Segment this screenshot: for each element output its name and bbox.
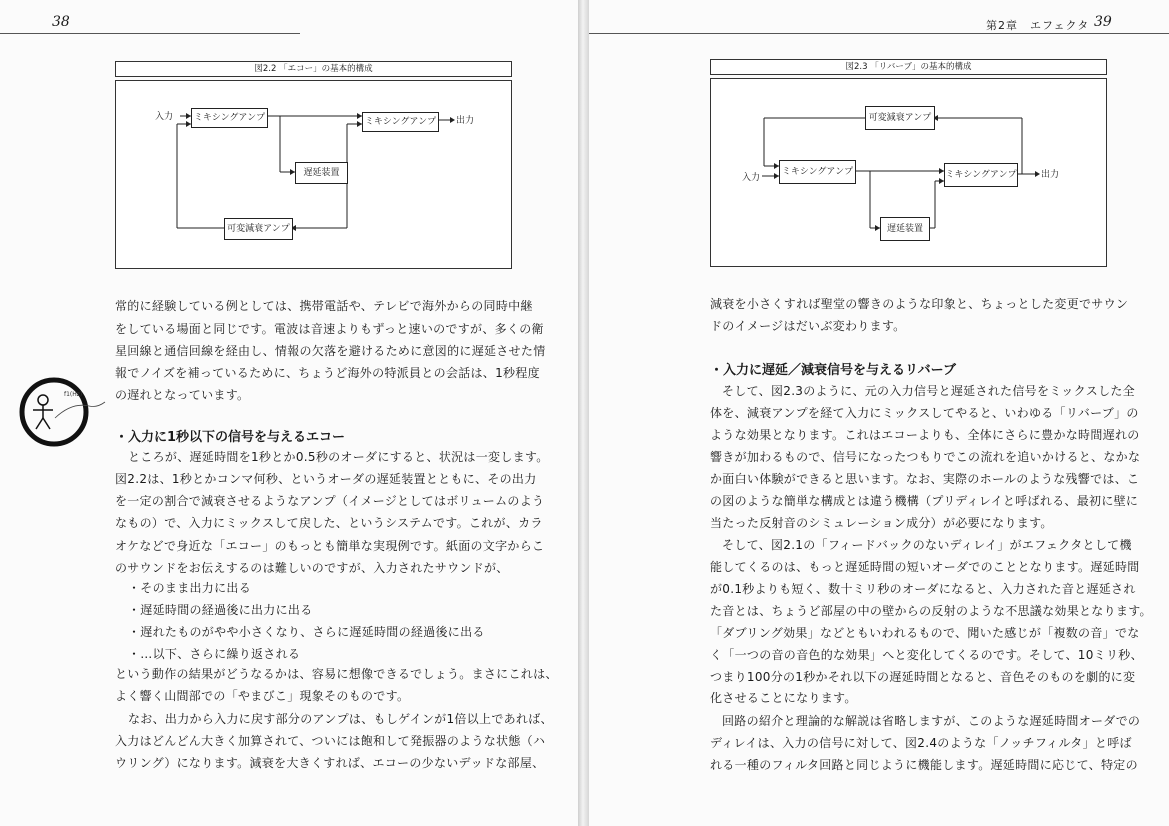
bullet-item: ・…以下、さらに繰り返される <box>128 647 301 661</box>
logo-text: f1(Hz) <box>64 391 83 398</box>
figure-echo <box>115 61 512 268</box>
right-page <box>589 0 1169 826</box>
body-line: オケなどで身近な「エコー」のもっとも簡単な実現例です。紙面の文字からこ <box>115 539 545 553</box>
body-line: 能してくるのは、もっと遅延時間の短いオーダでのこととなります。遅延時間 <box>710 560 1140 574</box>
page-number: 39 <box>1094 14 1112 30</box>
input-label: 入力 <box>742 173 761 183</box>
attenuator-amp-block: 可変減衰アンプ <box>865 106 935 130</box>
mixing-amp-block: ミキシングアンプ <box>191 108 268 128</box>
body-line: 星回線と通信回線を経由し、情報の欠落を避けるために意図的に遅延させた情 <box>115 344 546 358</box>
body-line: なもの）で、入力にミックスして戻した、というシステムです。これが、カラ <box>115 516 543 530</box>
body-line: の図のような簡単な構成とは違う機構（プリディレイと呼ばれる、最初に壁に <box>710 494 1139 508</box>
delay-block: 遅延装置 <box>295 162 348 184</box>
bullet-item: ・そのまま出力に出る <box>128 581 252 595</box>
body-line: 回路の紹介と理論的な解説は省略しますが、このような遅延時間オーダでの <box>722 714 1141 728</box>
figure-reverb <box>710 59 1107 266</box>
body-line: ディレイは、入力の信号に対して、図2.4のような「ノッチフィルタ」と呼ば <box>710 736 1132 750</box>
body-line: 化させることになります。 <box>710 691 857 705</box>
mixing-amp-block: ミキシングアンプ <box>944 163 1018 187</box>
body-line: よく響く山間部での「やまびこ」現象そのものです。 <box>115 689 410 703</box>
body-line: つまり100分の1秒かそれ以下の遅延時間となると、音色そのものを劇的に変 <box>710 670 1136 684</box>
body-line: ドのイメージはだいぶ変わります。 <box>710 319 906 333</box>
body-line: が0.1秒よりも短く、数十ミリ秒のオーダになると、入力された音と遅延され <box>710 582 1136 596</box>
left-page <box>0 0 578 826</box>
body-line: 体を、減衰アンプを経て入力にミックスしてやると、いわゆる「リバーブ」の <box>710 406 1139 420</box>
figure-caption: 図2.2 「エコー」の基本的構成 <box>115 61 512 77</box>
header-rule <box>0 33 300 34</box>
body-line: た音とは、ちょうど部屋の中の壁からの反射のような不思議な効果となります。 <box>710 604 1152 618</box>
output-label: 出力 <box>1041 170 1060 180</box>
delay-block: 遅延装置 <box>880 217 930 241</box>
header-rule <box>589 33 1169 34</box>
body-line: 「ダブリング効果」などともいわれるもので、聞いた感じが「複数の音」でな <box>710 626 1140 640</box>
bullet-item: ・遅れたものがやや小さくなり、さらに遅延時間の経過後に出る <box>128 625 485 639</box>
body-line: 入力はどんどん大きく加算されて、ついには飽和して発振器のような状態（ハ <box>115 734 546 748</box>
body-line: なお、出力から入力に戻す部分のアンプは、もしゲインが1倍以上であれば、 <box>128 712 553 726</box>
body-line: 報でノイズを補っているために、ちょうど海外の特派員との会話は、1秒程度 <box>115 366 540 380</box>
figure-caption: 図2.3 「リバーブ」の基本的構成 <box>710 59 1107 75</box>
page-number: 38 <box>52 14 70 30</box>
body-line: の遅れとなっています。 <box>115 388 250 402</box>
body-line: 図2.2は、1秒とかコンマ何秒、というオーダの遅延装置とともに、その出力 <box>115 472 537 486</box>
body-line: という動作の結果がどうなるかは、容易に想像できるでしょう。まさにこれは、 <box>115 667 558 681</box>
attenuator-amp-block: 可変減衰アンプ <box>224 218 293 240</box>
mixing-amp-block: ミキシングアンプ <box>779 160 856 184</box>
section-heading: ・入力に1秒以下の信号を与えるエコー <box>115 430 346 445</box>
body-line: そして、図2.1の「フィードバックのないディレイ」がエフェクタとして機 <box>722 538 1132 552</box>
body-line: 響きが加わるもので、信号になったつもりでこの流れを追いかけると、なかな <box>710 450 1141 464</box>
body-line: 減衰を小さくすれば聖堂の響きのような印象と、ちょっとした変更でサウン <box>710 297 1129 311</box>
chapter-running-head: 第2章 エフェクタ <box>986 19 1090 32</box>
body-line: を一定の割合で減衰させるようなアンプ（イメージとしてはボリュームのよう <box>115 494 545 508</box>
bullet-item: ・遅延時間の経過後に出力に出る <box>128 603 313 617</box>
mixing-amp-block: ミキシングアンプ <box>362 112 439 132</box>
body-line: そして、図2.3のように、元の入力信号と遅延された信号をミックスした全 <box>722 384 1135 398</box>
book-gutter <box>578 0 589 826</box>
body-line: く「一つの音の音色的な効果」へと変化してくるのです。そして、10ミリ秒、 <box>710 648 1143 662</box>
body-line: 当たった反射音のシミュレーション成分）が必要になります。 <box>710 516 1053 530</box>
body-line: ウリング）になります。減衰を大きくすれば、エコーの少ないデッドな部屋、 <box>115 756 545 770</box>
body-line: れる一種のフィルタ回路と同じように機能します。遅延時間に応じて、特定の <box>710 758 1138 772</box>
output-label: 出力 <box>456 116 475 126</box>
body-line: ところが、遅延時間を1秒とか0.5秒のオーダにすると、状況は一変します。 <box>128 450 549 464</box>
body-line: ような効果となります。これはエコーよりも、全体にさらに豊かな時間遅れの <box>710 428 1140 442</box>
stick-figure-logo <box>17 372 107 462</box>
input-label: 入力 <box>155 112 174 122</box>
body-line: をしている場面と同じです。電波は音速よりもずっと速いのですが、多くの衛 <box>115 322 544 336</box>
body-line: のサウンドをお伝えするのは難しいのですが、入力されたサウンドが、 <box>115 561 509 575</box>
section-heading: ・入力に遅延／減衰信号を与えるリバーブ <box>710 363 956 378</box>
body-line: 常的に経験している例としては、携帯電話や、テレビで海外からの同時中継 <box>115 299 533 313</box>
body-line: か面白い体験ができると思います。なお、実際のホールのような残響では、こ <box>710 472 1140 486</box>
